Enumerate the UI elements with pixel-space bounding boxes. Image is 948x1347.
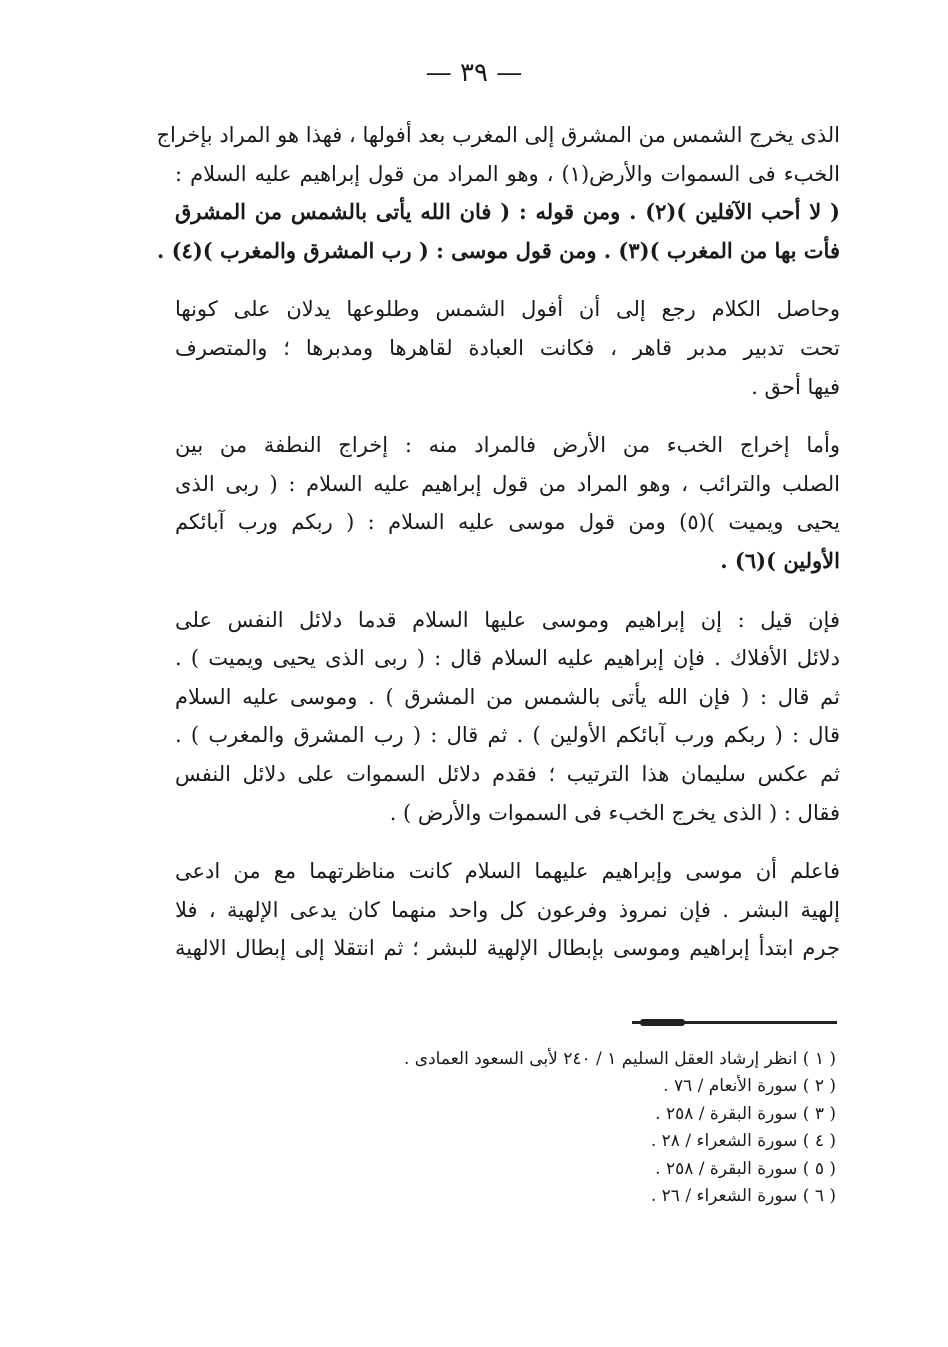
paragraph-5 bbox=[175, 852, 840, 968]
text-line: قال : ( ربكم ورب آبائكم الأولين ) . ثم قال : ( رب المشرق والمغرب ) . bbox=[175, 723, 840, 748]
text-line: فيها أحق . bbox=[751, 374, 840, 399]
footnote-6: ( ٦ ) سورة الشعراء / ٢٦ . bbox=[650, 1186, 836, 1207]
paragraph-3 bbox=[175, 426, 840, 580]
text-line: فاعلم أن موسى وإبراهيم عليهما السلام كانت مناظرتهما مع من ادعى bbox=[175, 859, 840, 884]
footnote-1: ( ١ ) انظر إرشاد العقل السليم ١ / ٢٤٠ لأبى السعود العمادى . bbox=[404, 1049, 836, 1069]
text-line: الخبء فى السموات والأرض(١) ، وهو المراد من قول إبراهيم عليه السلام : bbox=[175, 161, 841, 186]
page-number: — ٣٩ — bbox=[425, 58, 523, 88]
text-line: وحاصل الكلام رجع إلى أن أفول الشمس وطلوعها يدلان على كونها bbox=[175, 297, 840, 322]
text-line: الذى يخرج الشمس من المشرق إلى المغرب بعد أفولها ، فهذا هو المراد بإخراج bbox=[156, 123, 840, 147]
footnote-divider bbox=[632, 1021, 837, 1024]
text-line: إلهية البشر . فإن نمروذ وفرعون كل واحد منهما كان يدعى الإلهية ، فلا bbox=[175, 897, 840, 922]
paragraph-2 bbox=[175, 290, 840, 406]
text-line: فقال : ( الذى يخرج الخبء فى السموات والأرض ) . bbox=[389, 800, 840, 825]
text-line: الأولين )(٦) . bbox=[720, 547, 840, 573]
footnote-5: ( ٥ ) سورة البقرة / ٢٥٨ . bbox=[655, 1158, 836, 1179]
text-line: فأت بها من المغرب )(٣) . ومن قول موسى : ( رب المشرق والمغرب )(٤) . bbox=[156, 237, 840, 263]
text-line: ثم قال : ( فإن الله يأتى بالشمس من المشرق ) . وموسى عليه السلام bbox=[175, 684, 840, 709]
text-line: تحت تدبير مدبر قاهر ، فكانت العبادة لقاهرها ومدبرها ؛ والمتصرف bbox=[175, 335, 840, 360]
text-line: وأما إخراج الخبء من الأرض فالمراد منه : إخراج النطفة من بين bbox=[175, 433, 840, 458]
text-line: فإن قيل : إن إبراهيم وموسى عليها السلام قدما دلائل النفس على bbox=[175, 607, 840, 632]
text-line: الصلب والترائب ، وهو المراد من قول إبراهيم عليه السلام : ( ربى الذى bbox=[175, 471, 840, 496]
text-line: يحيى ويميت )(٥) ومن قول موسى عليه السلام : ( ربكم ورب آبائكم bbox=[175, 510, 840, 535]
footnote-2: ( ٢ ) سورة الأنعام / ٧٦ . bbox=[663, 1076, 836, 1097]
text-line: جرم ابتدأ إبراهيم وموسى بإبطال الإلهية للبشر ؛ ثم انتقلا إلى إبطال الالهية bbox=[175, 936, 840, 961]
footnote-3: ( ٣ ) سورة البقرة / ٢٥٨ . bbox=[655, 1103, 836, 1124]
footnote-4: ( ٤ ) سورة الشعراء / ٢٨ . bbox=[650, 1131, 836, 1152]
paragraph-1 bbox=[156, 116, 841, 270]
text-line: ( لا أحب الآفلين )(٢) . ومن قوله : ( فان الله يأتى بالشمس من المشرق bbox=[175, 199, 840, 225]
body-text bbox=[156, 116, 841, 988]
text-line: ثم عكس سليمان هذا الترتيب ؛ فقدم دلائل السموات على دلائل النفس bbox=[175, 761, 840, 786]
footnotes bbox=[236, 1046, 836, 1210]
paragraph-4 bbox=[175, 601, 840, 833]
text-line: دلائل الأفلاك . فإن إبراهيم عليه السلام قال : ( ربى الذى يحيى ويميت ) . bbox=[175, 646, 840, 671]
